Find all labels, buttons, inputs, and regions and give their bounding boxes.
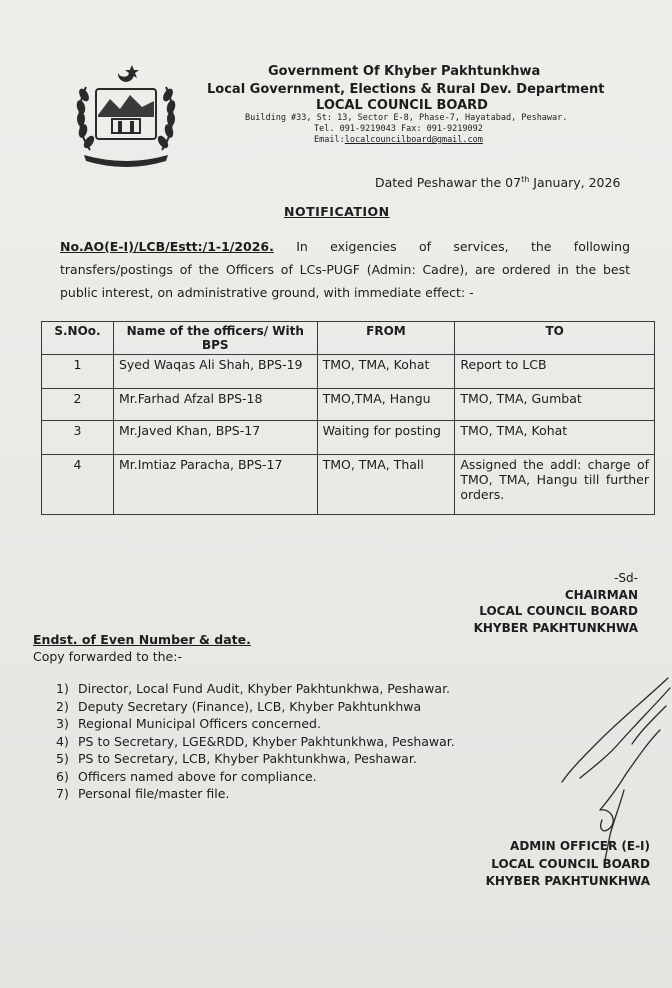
list-number: 6) (56, 768, 69, 784)
list-text: Deputy Secretary (Finance), LCB, Khyber Pakhtunkhwa (78, 698, 422, 714)
table-header-row (42, 322, 655, 355)
list-item (56, 715, 455, 733)
list-text: PS to Secretary, LGE&RDD, Khyber Pakhtunkhwa, Peshawar. (78, 733, 455, 749)
list-item (56, 680, 455, 698)
email-link[interactable]: localcouncilboard@gmail.com (344, 135, 483, 145)
admin-officer-org: LOCAL COUNCIL BOARD (491, 856, 650, 871)
cell-from: TMO,TMA, Hangu (317, 389, 455, 421)
list-item (56, 785, 455, 803)
list-text: Officers named above for compliance. (78, 768, 317, 784)
header-department: Local Government, Elections & Rural Dev. Department (207, 82, 605, 97)
endorsement-title: Endst. of Even Number & date. (33, 632, 251, 647)
admin-officer-title: ADMIN OFFICER (E-I) (510, 839, 650, 853)
list-item (56, 698, 455, 716)
date-suffix: January, 2026 (529, 175, 621, 191)
chairman-title: CHAIRMAN (564, 587, 638, 602)
list-text: Regional Municipal Officers concerned. (78, 716, 321, 731)
list-item (56, 768, 455, 786)
list-text: Personal file/master file. (78, 786, 230, 801)
list-item (56, 733, 455, 751)
header-government: Government Of Khyber Pakhtunkhwa (268, 64, 541, 79)
cell-sno: 3 (42, 421, 114, 455)
cell-sno: 1 (42, 355, 114, 389)
table-row (42, 455, 655, 515)
body-line-1 (60, 235, 630, 258)
cell-name: Mr.Javed Khan, BPS-17 (113, 421, 317, 455)
body-line-2: transfers/postings of the Officers of LCs-PUGF (Admin: Cadre), are ordered in the best (60, 262, 630, 277)
list-number: 4) (56, 733, 69, 749)
header-phone: Tel. 091-9219043 Fax: 091-9219092 (314, 124, 483, 134)
list-number: 7) (56, 786, 69, 801)
header-name: Name of the officers/ With BPS (113, 322, 317, 355)
admin-officer-province: KHYBER PAKHTUNKHWA (485, 874, 650, 888)
date-prefix: Dated Peshawar the 07 (375, 175, 522, 191)
header-from: FROM (317, 322, 455, 355)
date-line (375, 175, 620, 190)
chairman-org: LOCAL COUNCIL BOARD (479, 604, 638, 618)
signed-mark: -Sd- (614, 571, 638, 585)
header-sno: S.NOo. (42, 322, 114, 355)
notification-title: NOTIFICATION (284, 204, 390, 219)
header-board: LOCAL COUNCIL BOARD (316, 98, 488, 113)
header-email-line (314, 135, 483, 145)
cell-from: TMO, TMA, Kohat (317, 355, 455, 389)
cell-name: Mr.Farhad Afzal BPS-18 (113, 389, 317, 421)
chairman-signature-block (474, 570, 638, 636)
cell-sno: 4 (42, 455, 114, 515)
header-address: Building #33, St: 13, Sector E-8, Phase-7, Hayatabad, Peshawar. (245, 113, 568, 123)
list-number: 1) (56, 681, 69, 696)
list-number: 5) (56, 751, 69, 766)
admin-officer-signature-block (486, 838, 650, 891)
list-text: PS to Secretary, LCB, Khyber Pakhtunkhwa, Peshawar. (78, 751, 417, 766)
table-row (42, 421, 655, 455)
copy-forwarded-label: Copy forwarded to the:- (33, 649, 182, 664)
cell-name: Mr.Imtiaz Paracha, BPS-17 (113, 455, 317, 515)
list-number: 3) (56, 716, 69, 731)
cell-name: Syed Waqas Ali Shah, BPS-19 (113, 355, 317, 389)
reference-number: No.AO(E-I)/LCB/Estt:/1-1/2026. (60, 239, 274, 254)
list-text: Director, Local Fund Audit, Khyber Pakhtunkhwa, Peshawar. (78, 681, 451, 696)
date-ordinal: th (521, 175, 530, 184)
email-label: Email: (314, 135, 345, 145)
distribution-list (56, 680, 455, 803)
kp-government-seal-icon (70, 55, 182, 170)
cell-from: TMO, TMA, Thall (317, 455, 455, 515)
table-row (42, 389, 655, 421)
header-to: TO (455, 322, 655, 355)
transfers-table (41, 321, 655, 515)
table-row (42, 355, 655, 389)
cell-to: Report to LCB (455, 355, 655, 389)
cell-sno: 2 (42, 389, 114, 421)
body-line-1-text: In exigencies of services, the following (273, 239, 630, 254)
cell-to: TMO, TMA, Kohat (455, 421, 655, 455)
chairman-province: KHYBER PAKHTUNKHWA (473, 620, 638, 635)
list-number: 2) (56, 698, 69, 714)
body-line-3: public interest, on administrative ground, with immediate effect: - (60, 285, 474, 300)
cell-to: TMO, TMA, Gumbat (455, 389, 655, 421)
list-item (56, 750, 455, 768)
cell-from: Waiting for posting (317, 421, 455, 455)
cell-to: Assigned the addl: charge of TMO, TMA, Hangu till further orders. (455, 455, 655, 515)
notification-body (60, 235, 630, 304)
